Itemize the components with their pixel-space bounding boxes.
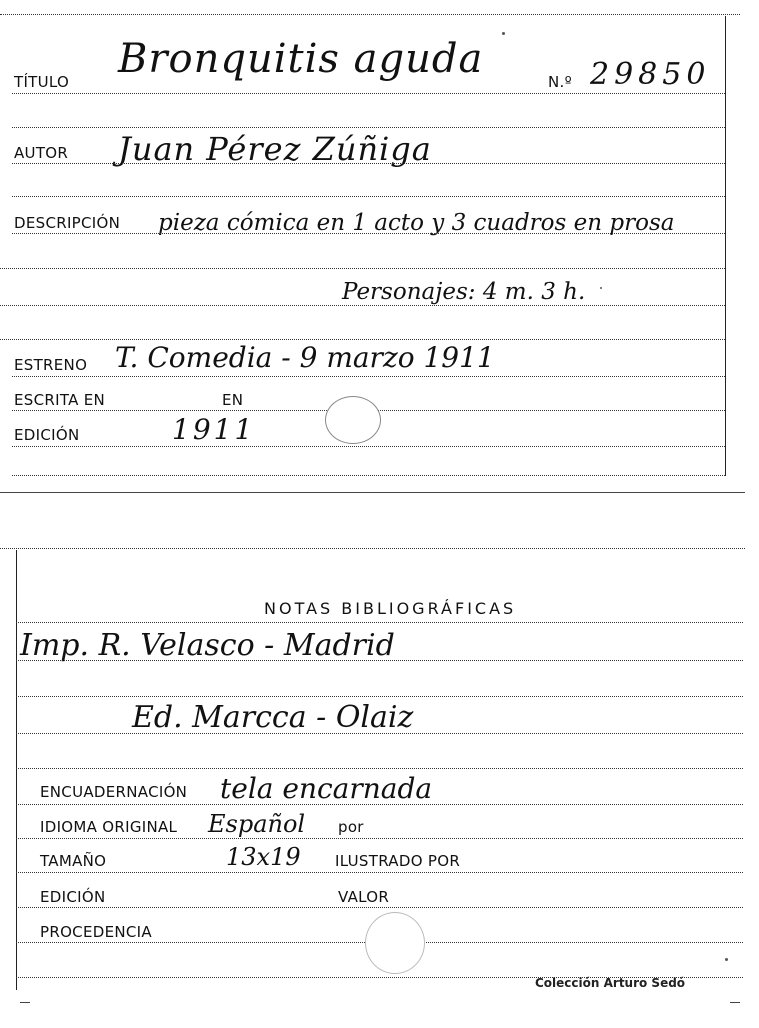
valor-label: VALOR xyxy=(338,888,390,906)
punch-hole xyxy=(365,912,425,974)
tamano-label: TAMAÑO xyxy=(40,852,107,870)
autor-value: Juan Pérez Zúñiga xyxy=(118,130,432,168)
titulo-label: TÍTULO xyxy=(14,73,70,91)
estreno-value: T. Comedia - 9 marzo 1911 xyxy=(115,341,495,374)
tamano-line xyxy=(16,872,743,873)
tamano-value: 13x19 xyxy=(226,843,301,871)
edicion-line xyxy=(12,446,725,447)
idioma-value: Español xyxy=(208,810,306,838)
card-left-border xyxy=(16,550,17,990)
estreno-line xyxy=(12,376,725,377)
rule-line xyxy=(12,196,725,197)
idioma-label: IDIOMA ORIGINAL xyxy=(40,818,178,836)
ilustrado-label: ILUSTRADO POR xyxy=(335,852,461,870)
procedencia-label: PROCEDENCIA xyxy=(40,923,152,941)
descripcion-label: DESCRIPCIÓN xyxy=(14,214,121,232)
autor-line xyxy=(12,163,725,164)
escrita-en-label: ESCRITA EN xyxy=(14,391,106,409)
rule-line xyxy=(12,475,725,476)
edicion-label: EDICIÓN xyxy=(14,426,80,444)
estreno-label: ESTRENO xyxy=(14,356,88,374)
card-top-edge xyxy=(0,14,740,15)
encuadernacion-line xyxy=(16,804,743,805)
rule-line xyxy=(16,696,743,697)
por-label: por xyxy=(338,818,364,836)
descripcion-value: pieza cómica en 1 acto y 3 cuadros en prosa xyxy=(158,210,675,236)
rule-line xyxy=(0,305,725,306)
note-line-2: Ed. Marcca - Olaiz xyxy=(132,700,414,735)
encuadernacion-label: ENCUADERNACIÓN xyxy=(40,783,188,801)
titulo-line xyxy=(12,93,725,94)
speck xyxy=(502,32,505,35)
card-top-edge xyxy=(0,548,745,549)
corner-mark xyxy=(20,1002,30,1003)
corner-mark xyxy=(730,1002,740,1003)
collection-footer: Colección Arturo Sedó xyxy=(535,976,686,990)
catalog-card-back xyxy=(0,540,759,1028)
idioma-line xyxy=(16,838,743,839)
en-label: EN xyxy=(222,391,244,409)
rule-line xyxy=(12,127,725,128)
edicion-back-label: EDICIÓN xyxy=(40,888,106,906)
rule-line xyxy=(16,768,743,769)
encuadernacion-value: tela encarnada xyxy=(220,772,433,805)
speck xyxy=(725,958,728,961)
catalog-card-front xyxy=(0,0,759,495)
speck xyxy=(600,287,602,289)
rule-line xyxy=(0,268,725,269)
numero-value: 29850 xyxy=(590,57,711,92)
card-right-border xyxy=(725,16,726,476)
autor-label: AUTOR xyxy=(14,144,69,162)
edicion-value: 1911 xyxy=(172,413,256,446)
numero-label: N.º xyxy=(548,73,572,91)
personajes-value: Personajes: 4 m. 3 h. xyxy=(342,279,586,305)
titulo-value: Bronquitis aguda xyxy=(118,36,484,82)
rule-line xyxy=(16,660,743,661)
card-bottom-edge xyxy=(0,492,745,493)
descripcion-line xyxy=(12,233,725,234)
note-line-1: Imp. R. Velasco - Madrid xyxy=(20,628,395,663)
notas-heading: NOTAS BIBLIOGRÁFICAS xyxy=(264,599,517,618)
rule-line xyxy=(16,733,743,734)
rule-line xyxy=(0,339,725,340)
rule-line xyxy=(16,622,743,623)
punch-hole xyxy=(325,396,381,444)
edicion-back-line xyxy=(16,907,743,908)
